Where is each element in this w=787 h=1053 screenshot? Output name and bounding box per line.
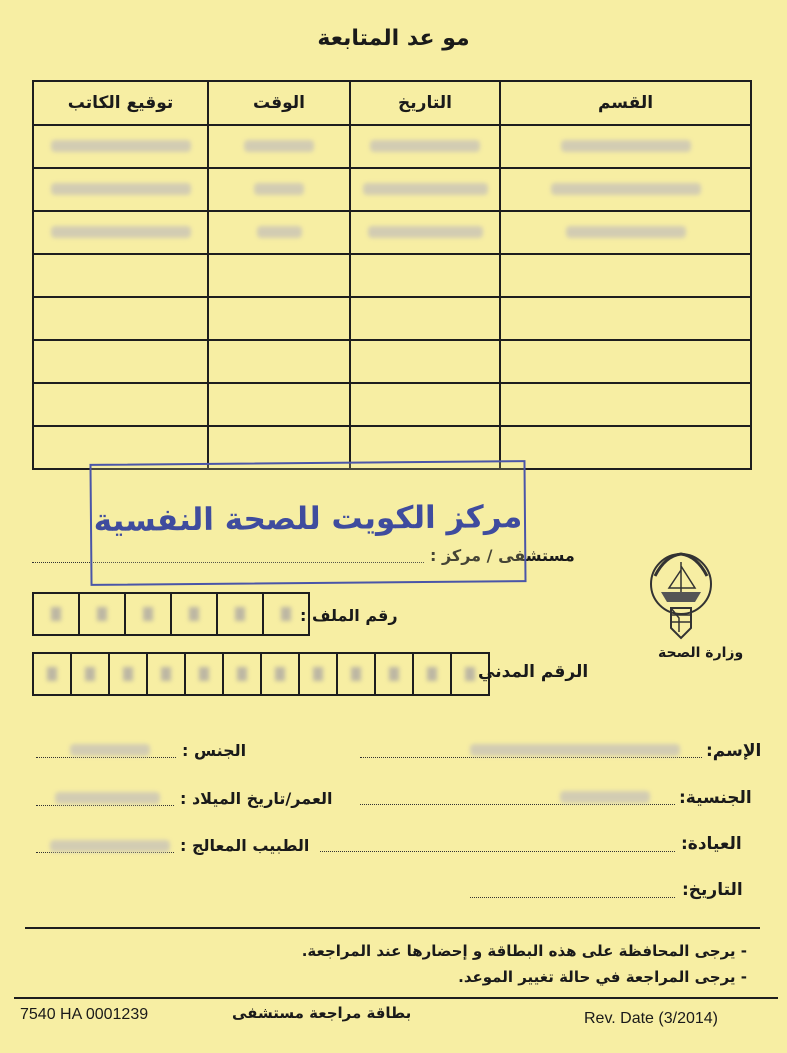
name-line [360, 757, 702, 758]
name-value [470, 744, 680, 756]
civil-id-label: الرقم المدني [478, 662, 589, 682]
civil-id-boxes [32, 652, 490, 696]
card-type: بطاقة مراجعة مستشفى [232, 1004, 412, 1022]
kuwait-emblem-icon [645, 548, 717, 644]
table-header-row [33, 81, 751, 125]
nationality-line [360, 804, 675, 805]
hospital-label: مستشفى / مركز : [430, 546, 575, 565]
separator-line [25, 927, 760, 929]
revision-date: Rev. Date (3/2014) [584, 1010, 718, 1027]
doctor-label: الطبيب المعالج : [180, 836, 310, 855]
col-header-time: الوقت [208, 81, 350, 125]
footer-line [14, 997, 778, 999]
file-number-boxes [32, 592, 310, 636]
name-label: الإسم: [706, 741, 762, 761]
age-line [36, 805, 174, 806]
nationality-value [560, 791, 650, 803]
note-keep-card: - يرجى المحافظة على هذه البطاقة و إحضارها عند المراجعة. [301, 942, 747, 960]
clinic-line [320, 851, 675, 852]
sex-label: الجنس : [182, 741, 247, 760]
table-row [33, 168, 751, 211]
age-label: العمر/تاريخ الميلاد : [180, 789, 333, 808]
col-header-date: التاريخ [350, 81, 500, 125]
col-header-department: القسم [500, 81, 751, 125]
date-line [470, 897, 675, 898]
table-row [33, 340, 751, 383]
table-row [33, 254, 751, 297]
ministry-name: وزارة الصحة [658, 645, 744, 661]
doctor-line [36, 852, 174, 853]
note-change-appointment: - يرجى المراجعة في حالة تغيير الموعد. [458, 968, 747, 986]
file-number-label: رقم الملف : [300, 606, 398, 625]
table-row [33, 383, 751, 426]
table-row [33, 211, 751, 254]
page-title: مو عد المتابعة [317, 26, 470, 51]
appointments-table [32, 80, 752, 470]
date-label: التاريخ: [682, 880, 743, 900]
age-value [55, 792, 160, 804]
clinic-label: العيادة: [681, 834, 742, 854]
nationality-label: الجنسية: [679, 788, 752, 808]
form-code: 7540 HA 0001239 [20, 1006, 149, 1023]
institution-stamp: مركز الكويت للصحة النفسية [89, 460, 526, 586]
doctor-value [50, 840, 170, 852]
table-row [33, 125, 751, 168]
sex-value [70, 744, 150, 756]
col-header-signature: توقيع الكاتب [33, 81, 208, 125]
sex-line [36, 757, 176, 758]
table-row [33, 297, 751, 340]
